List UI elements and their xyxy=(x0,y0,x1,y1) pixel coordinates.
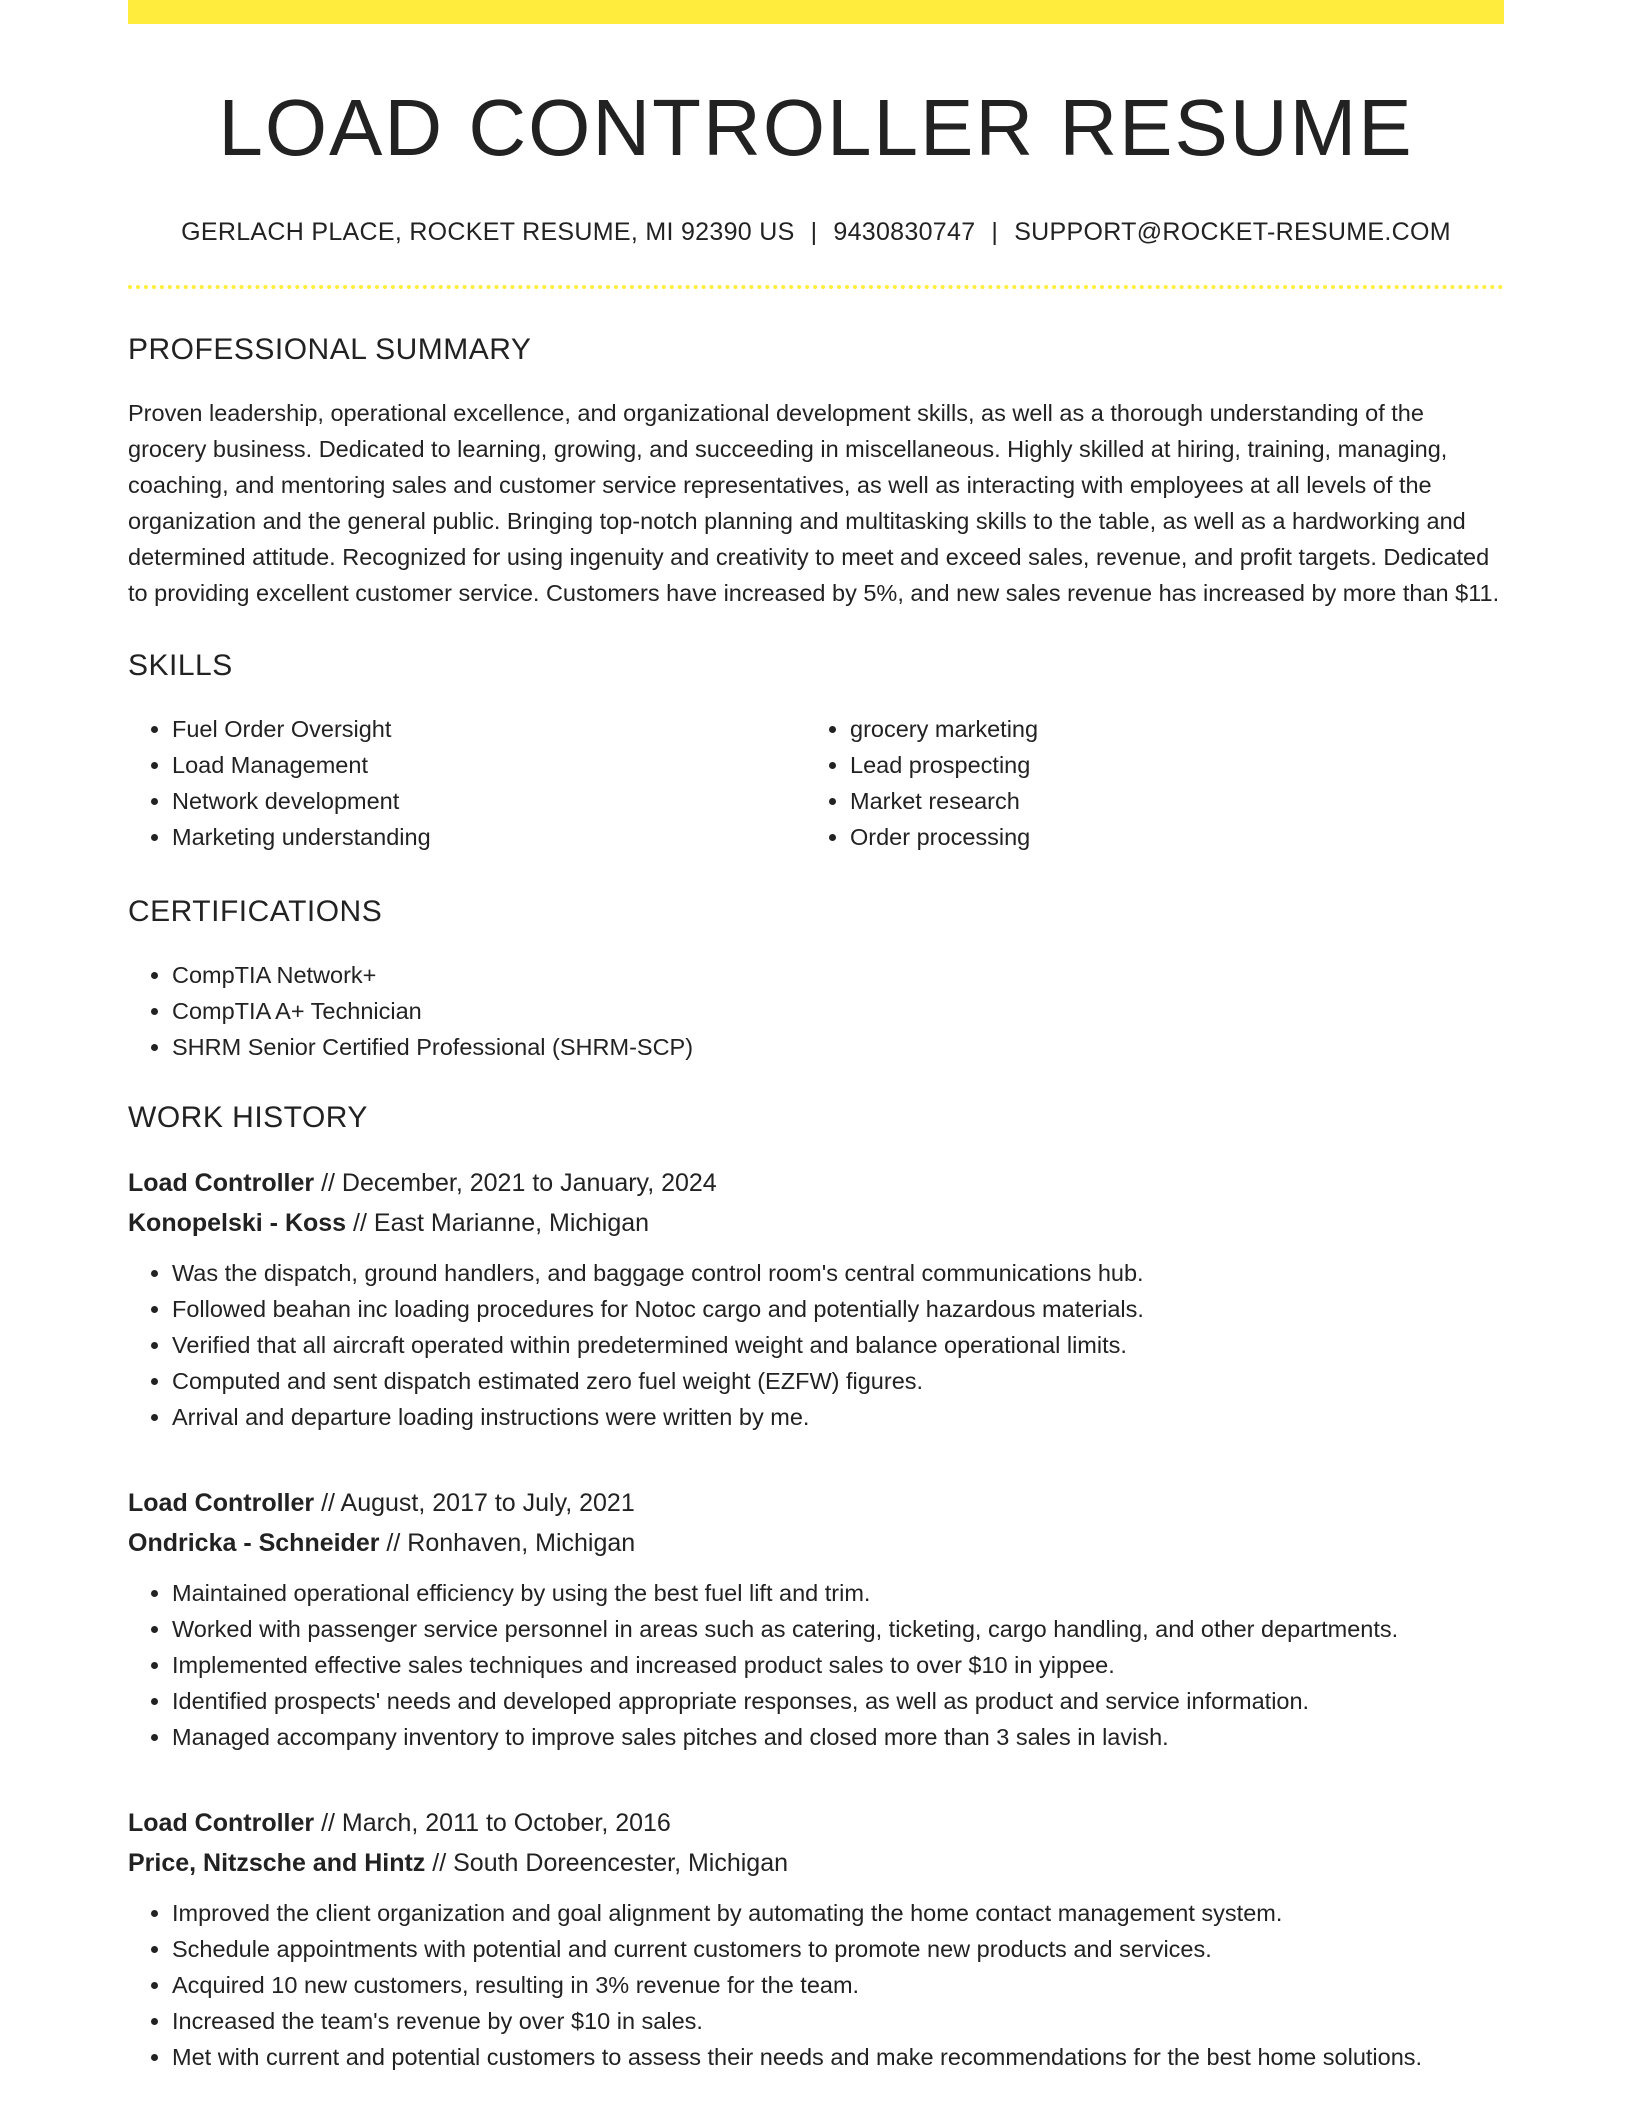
work-history-heading: WORK HISTORY xyxy=(128,1101,368,1134)
skill-item: • Marketing understanding xyxy=(172,819,806,855)
job-divider: // xyxy=(432,1849,447,1877)
job-divider: // xyxy=(386,1529,401,1557)
job-entry xyxy=(128,1483,1504,1755)
top-accent-bar xyxy=(128,0,1504,24)
job-bullet: • Managed accompany inventory to improve sales pitches and closed more than 3 sales in lavish. xyxy=(172,1719,1504,1755)
contact-separator: | xyxy=(991,218,999,246)
contact-address: GERLACH PLACE, ROCKET RESUME, MI 92390 US xyxy=(181,218,795,246)
skills-list xyxy=(128,711,1504,855)
job-title: Load Controller xyxy=(128,1809,315,1837)
job-bullet: • Acquired 10 new customers, resulting in 3% revenue for the team. xyxy=(172,1967,1504,2003)
job-entry xyxy=(128,1803,1504,2075)
header-divider xyxy=(128,285,1504,289)
job-title: Load Controller xyxy=(128,1489,315,1517)
job-company-line xyxy=(128,1523,1504,1563)
contact-line xyxy=(128,218,1504,247)
skill-item: • Fuel Order Oversight xyxy=(172,711,806,747)
resume-title: LOAD CONTROLLER RESUME xyxy=(218,83,1414,172)
job-bullet: • Identified prospects' needs and developed appropriate responses, as well as product and service information. xyxy=(172,1683,1504,1719)
summary-heading: PROFESSIONAL SUMMARY xyxy=(128,333,532,366)
job-title-line xyxy=(128,1483,1504,1523)
job-bullet: • Increased the team's revenue by over $10 in sales. xyxy=(172,2003,1504,2039)
job-dates: December, 2021 to January, 2024 xyxy=(341,1169,717,1197)
skill-item: • Network development xyxy=(172,783,806,819)
job-title-line xyxy=(128,1163,1504,1203)
skill-item: • grocery marketing xyxy=(850,711,1484,747)
certification-item: • CompTIA A+ Technician xyxy=(172,993,1504,1029)
skill-item: • Load Management xyxy=(172,747,806,783)
skills-column-left xyxy=(128,711,806,855)
job-company-line xyxy=(128,1203,1504,1243)
job-location: Ronhaven, Michigan xyxy=(407,1529,636,1557)
job-company: Ondricka - Schneider xyxy=(128,1529,380,1557)
job-bullet: • Schedule appointments with potential and current customers to promote new products and services. xyxy=(172,1931,1504,1967)
job-company-line xyxy=(128,1843,1504,1883)
job-bullets xyxy=(128,1255,1504,1435)
job-title: Load Controller xyxy=(128,1169,315,1197)
job-bullets xyxy=(128,1575,1504,1755)
job-bullet: • Worked with passenger service personnel in areas such as catering, ticketing, cargo handling, and other departments. xyxy=(172,1611,1504,1647)
job-location: East Marianne, Michigan xyxy=(373,1209,650,1237)
skill-item: • Market research xyxy=(850,783,1484,819)
job-bullet: • Implemented effective sales techniques and increased product sales to over $10 in yippee. xyxy=(172,1647,1504,1683)
job-divider: // xyxy=(321,1809,335,1837)
job-company: Konopelski - Koss xyxy=(128,1209,347,1237)
skills-column-right xyxy=(806,711,1484,855)
job-dates: August, 2017 to July, 2021 xyxy=(340,1489,635,1517)
job-title-line xyxy=(128,1803,1504,1843)
skill-item: • Lead prospecting xyxy=(850,747,1484,783)
skills-heading: SKILLS xyxy=(128,649,233,682)
job-bullets xyxy=(128,1895,1504,2075)
certification-item: • SHRM Senior Certified Professional (SHRM-SCP) xyxy=(172,1029,1504,1065)
job-entry xyxy=(128,1163,1504,1435)
contact-separator: | xyxy=(810,218,818,246)
certifications-list xyxy=(128,957,1504,1065)
job-divider: // xyxy=(321,1169,335,1197)
job-divider: // xyxy=(353,1209,367,1237)
resume-page xyxy=(128,0,1504,2075)
job-bullet: • Arrival and departure loading instructions were written by me. xyxy=(172,1399,1504,1435)
job-bullet: • Met with current and potential customers to assess their needs and make recommendations for the best home solutions. xyxy=(172,2039,1504,2075)
job-bullet: • Improved the client organization and goal alignment by automating the home contact management system. xyxy=(172,1895,1504,1931)
certification-item: • CompTIA Network+ xyxy=(172,957,1504,993)
job-divider: // xyxy=(321,1489,335,1517)
certifications-heading: CERTIFICATIONS xyxy=(128,895,383,928)
skill-item: • Order processing xyxy=(850,819,1484,855)
contact-phone: 9430830747 xyxy=(833,218,976,246)
job-bullet: • Followed beahan inc loading procedures for Notoc cargo and potentially hazardous materials. xyxy=(172,1291,1504,1327)
job-bullet: • Maintained operational efficiency by using the best fuel lift and trim. xyxy=(172,1575,1504,1611)
job-dates: March, 2011 to October, 2016 xyxy=(341,1809,671,1837)
summary-text: Proven leadership, operational excellence, and organizational development skills, as well as a thorough understanding of the grocery business. Dedicated to learning, growing, and succeeding in miscellaneous. Highly skilled at hiring, training, managing, coaching, and mentoring sales and customer service representatives, as well as interacting with employees at all levels of the organization and the general public. Bringing top-notch planning and multitasking skills to the table, as well as a hardworking and determined attitude. Recognized for using ingenuity and creativity to meet and exceed sales, revenue, and profit targets. Dedicated to providing excellent customer service. Customers have increased by 5%, and new sales revenue has increased by more than $11. xyxy=(128,400,1500,606)
job-bullet: • Was the dispatch, ground handlers, and baggage control room's central communications hub. xyxy=(172,1255,1504,1291)
job-company: Price, Nitzsche and Hintz xyxy=(128,1849,426,1877)
job-bullet: • Verified that all aircraft operated within predetermined weight and balance operational limits. xyxy=(172,1327,1504,1363)
job-bullet: • Computed and sent dispatch estimated zero fuel weight (EZFW) figures. xyxy=(172,1363,1504,1399)
contact-email: SUPPORT@ROCKET-RESUME.COM xyxy=(1014,218,1451,246)
job-location: South Doreencester, Michigan xyxy=(453,1849,789,1877)
